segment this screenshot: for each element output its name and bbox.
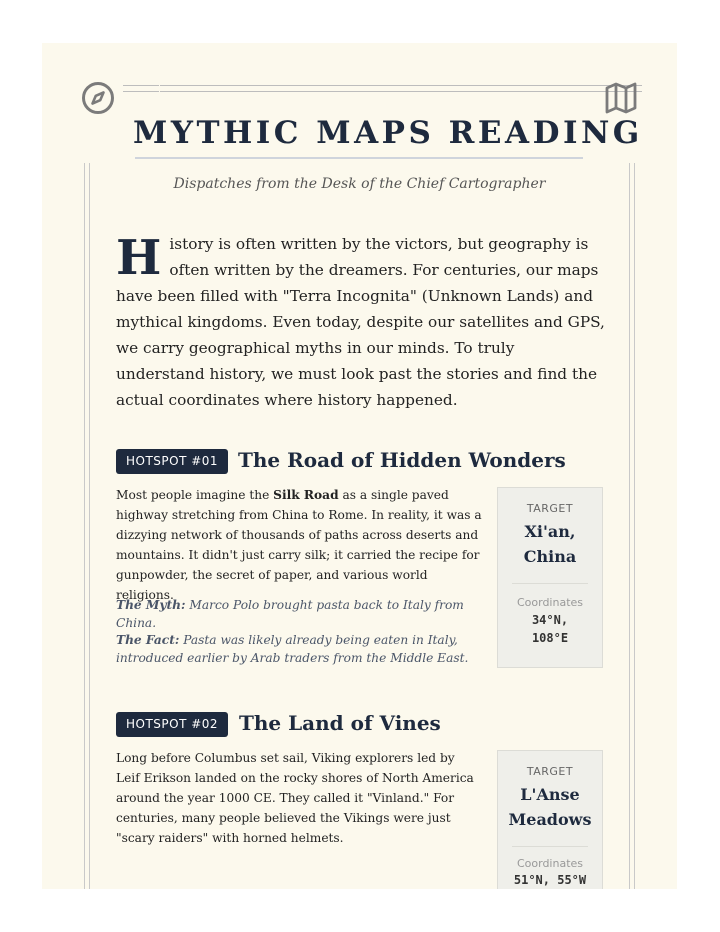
myth-text: Marco Polo brought pasta back to Italy from China.: [116, 598, 464, 630]
page-card: [42, 43, 677, 889]
drop-cap: H: [116, 230, 162, 286]
hotspot-body: [116, 485, 482, 605]
hotspot-body-highlight: Silk Road: [273, 488, 339, 502]
fact-text: Pasta was likely already being eaten in Italy, introduced earlier by Arab traders from the Middle East.: [116, 633, 469, 665]
intro-text: istory is often written by the victors, but geography is often written by the dreamers. For centuries, our maps have been filled with "Terra Incognita" (Unknown Lands) and mythical kingdoms. Even today, despite our satellites and GPS, we carry geographical myths in our minds. To truly understand history, we must look past the stories and find the actual coordinates where history happened.: [116, 235, 605, 409]
right-border-line: [629, 163, 635, 889]
intro-paragraph: [116, 231, 606, 413]
hotspot-title: The Land of Vines: [239, 711, 441, 735]
fact-label: The Fact:: [116, 633, 180, 647]
hotspot-title: The Road of Hidden Wonders: [238, 448, 566, 472]
coordinates-label: Coordinates: [516, 857, 584, 870]
header-rule: [160, 85, 642, 92]
title-underline: [135, 157, 583, 159]
map-icon: [604, 81, 638, 115]
coordinates-value: 51°N, 55°W: [513, 873, 587, 887]
target-sidebar: [497, 487, 603, 668]
coordinates-value: 34°N, 108°E: [531, 613, 569, 645]
hotspot-body: Long before Columbus set sail, Viking explorers led by Leif Erikson landed on the rocky shores of North America around the year 1000 CE. They called it "Vinland." For centuries, many people believed the Vikings were just "scary raiders" with horned helmets.: [116, 751, 474, 845]
target-place: L'Anse Meadows: [508, 785, 592, 829]
page-title: MYTHIC MAPS READING: [133, 115, 643, 151]
header-rule-left: [123, 85, 159, 92]
hotspot-body-text: Most people imagine the: [116, 488, 274, 502]
left-border-line: [84, 163, 90, 889]
hotspot-body-text: as a single paved highway stretching from China to Rome. In reality, it was a dizzying network of thousands of paths across deserts and mountains. It didn't just carry silk; it carried the recipe for gunpowder, the secret of paper, and various world religions.: [116, 488, 482, 602]
target-label: TARGET: [526, 765, 574, 778]
hotspot-badge: HOTSPOT #02: [116, 712, 228, 737]
target-sidebar: [497, 750, 603, 889]
page-subtitle: Dispatches from the Desk of the Chief Cartographer: [173, 176, 546, 192]
myth-fact-block: [116, 597, 482, 667]
hotspot-badge: HOTSPOT #01: [116, 449, 228, 474]
compass-icon: [81, 81, 115, 115]
sidebar-divider: [512, 846, 588, 847]
sidebar-divider: [512, 583, 588, 584]
target-place: Xi'an, China: [523, 522, 577, 566]
myth-label: The Myth:: [116, 598, 186, 612]
coordinates-label: Coordinates: [516, 596, 584, 609]
target-label: TARGET: [526, 502, 574, 515]
